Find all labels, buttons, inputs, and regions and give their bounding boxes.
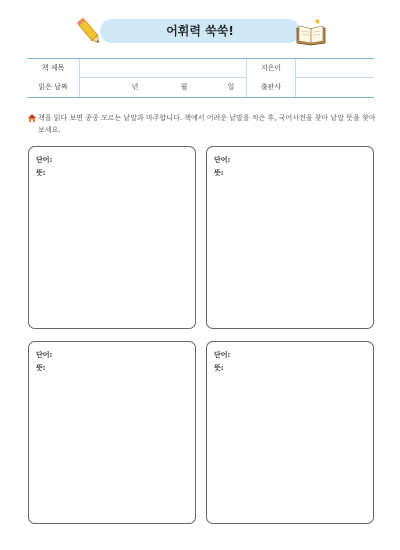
month-label: 월 (180, 83, 188, 91)
word-label: 단어: (36, 351, 53, 359)
info-row-date (27, 78, 374, 97)
word-label: 단어: (214, 351, 231, 359)
vocab-card-3[interactable] (28, 341, 196, 524)
instruction (28, 112, 378, 136)
year-label: 년 (131, 83, 139, 91)
day-label: 일 (227, 83, 235, 91)
word-label: 단어: (36, 156, 53, 164)
info-row-title (27, 59, 374, 78)
meaning-label: 뜻: (214, 364, 224, 372)
book-info-table (27, 58, 374, 98)
svg-text:✦: ✦ (78, 18, 84, 25)
book-title-label: 책 제목 (27, 59, 79, 78)
vocab-card-1[interactable] (28, 146, 196, 329)
word-label: 단어: (214, 156, 231, 164)
svg-text:★: ★ (314, 17, 322, 26)
meaning-label: 뜻: (36, 169, 46, 177)
page-title: 어휘력 쑥쑥! (166, 24, 234, 38)
read-date-label: 읽은 날짜 (27, 78, 79, 97)
vocab-card-2[interactable] (206, 146, 374, 329)
publisher-label: 출판사 (247, 78, 295, 97)
instruction-text: 책을 읽다 보면 종종 모르는 낱말과 마주합니다. 책에서 어려운 낱말을 적은 후, 국어사전을 찾아 낱말 뜻을 찾아보세요. (38, 114, 376, 134)
author-label: 지은이 (247, 59, 295, 78)
house-icon (28, 114, 36, 122)
publisher-field[interactable] (296, 78, 374, 97)
meaning-label: 뜻: (36, 364, 46, 372)
pencil-icon (74, 14, 104, 48)
book-title-field[interactable] (80, 59, 246, 78)
meaning-label: 뜻: (214, 169, 224, 177)
book-icon (294, 16, 328, 46)
author-field[interactable] (296, 59, 374, 78)
vocab-card-4[interactable] (206, 341, 374, 524)
